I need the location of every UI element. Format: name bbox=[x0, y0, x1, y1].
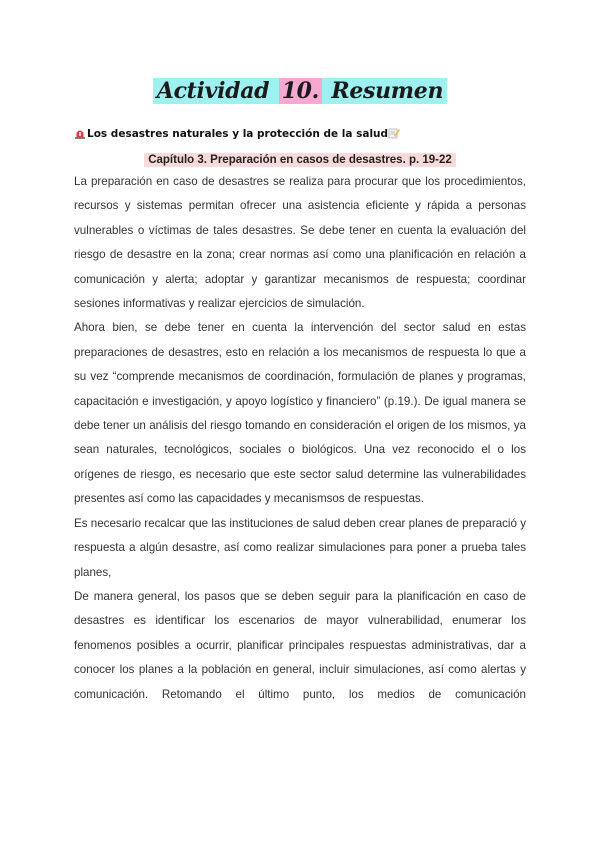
paragraph: De manera general, los pasos que se deben seguir para la planificación en caso de desastres es identificar los escenarios de mayor vulnerabilidad, enumerar los fenomenos posibles a ocurrir, planificar principales respuestas administrativas, dar a conocer los planes a la población en general, incluir simulaciones, así como alertas y comunicación. Retomando el último punto, los medios de comunicación bbox=[74, 589, 526, 701]
title-part-3: Resumen bbox=[322, 78, 447, 104]
subtitle bbox=[74, 127, 401, 140]
title-part-2: 10. bbox=[279, 78, 322, 104]
paragraph: Es necesario recalcar que las instituciones de salud deben crear planes de preparació y respuesta a algún desastre, así como realizar simulaciones para poner a prueba tales planes, bbox=[74, 516, 526, 579]
subtitle-text: Los desastres naturales y la protección de la salud bbox=[87, 128, 389, 140]
chapter-heading: Capítulo 3. Preparación en casos de desastres. p. 19-22 bbox=[144, 153, 456, 167]
memo-icon bbox=[388, 127, 400, 139]
siren-icon bbox=[74, 127, 86, 139]
body-text bbox=[74, 170, 526, 707]
title-part-1: Actividad bbox=[153, 78, 279, 104]
paragraph: Ahora bien, se debe tener en cuenta la intervención del sector salud en estas preparaciones de desastres, esto en relación a los mecanismos de respuesta lo que a su vez “comprende mecanismos de coordinación, formulación de planes y programas, capacitación e investigación, y apoyo logístico y financiero” (p.19.). De igual manera se debe tener un análisis del riesgo tomando en consideración el origen de los mismos, ya sean naturales, tecnológicos, sociales o biológicos. Una vez reconocido el o los orígenes de riesgo, es necesario que este sector salud determine las vulnerabilidades presentes así como las capacidades y mecanismsos de respuestas. bbox=[74, 321, 526, 506]
page-title bbox=[153, 74, 447, 108]
paragraph: La preparación en caso de desastres se realiza para procurar que los procedimientos, recursos y sistemas permitan ofrecer una asistencia eficiente y rápida a personas vulnerables o víctimas de tales desastres. Se debe tener en cuenta la evaluación del riesgo de desastre en la zona; crear normas así como una planificación en relación a comunicación y alerta; adoptar y garantizar mecanismos de respuesta; coordinar sesiones informativas y realizar ejercicios de simulación. bbox=[74, 175, 526, 311]
title-block bbox=[0, 74, 600, 108]
chapter-block bbox=[0, 150, 600, 168]
